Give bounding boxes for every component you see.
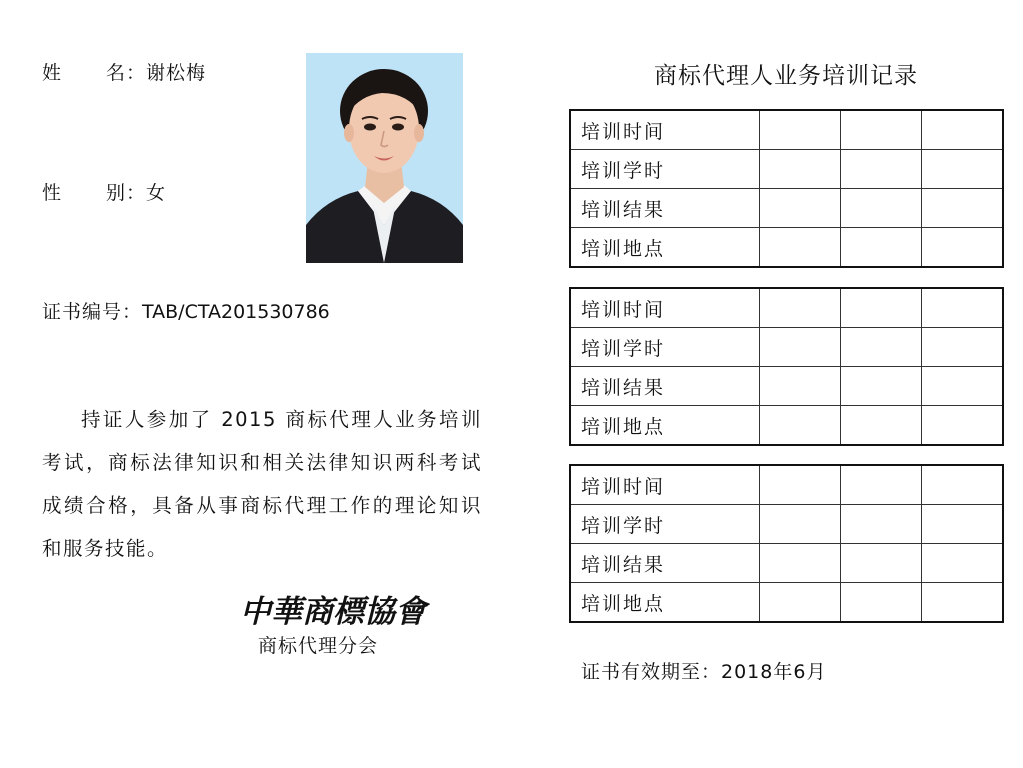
table-cell	[841, 544, 922, 583]
row-label: 培训时间	[570, 110, 760, 150]
table-row	[570, 150, 1003, 189]
table-row	[570, 328, 1003, 367]
training-record-table-1	[569, 109, 1004, 268]
table-cell	[760, 189, 841, 228]
table-row	[570, 367, 1003, 406]
table-cell	[760, 228, 841, 268]
table-cell	[760, 406, 841, 446]
validity-date: 证书有效期至：2018年6月	[581, 661, 827, 683]
row-label: 培训时间	[570, 288, 760, 328]
gender-value: 女	[146, 182, 167, 204]
table-cell	[760, 328, 841, 367]
table-cell	[841, 189, 922, 228]
table-row	[570, 189, 1003, 228]
row-label: 培训地点	[570, 406, 760, 446]
table-cell	[760, 505, 841, 544]
issuer-branch: 商标代理分会	[258, 635, 379, 657]
cert-number-label: 证书编号：	[42, 301, 143, 323]
table-row	[570, 505, 1003, 544]
table-cell	[760, 288, 841, 328]
table-row	[570, 544, 1003, 583]
table-cell	[922, 110, 1004, 150]
table-cell	[841, 228, 922, 268]
table-cell	[922, 150, 1004, 189]
table-row	[570, 406, 1003, 446]
table-cell	[922, 505, 1004, 544]
table-cell	[922, 583, 1004, 623]
row-label: 培训学时	[570, 328, 760, 367]
table-cell	[922, 465, 1004, 505]
name-row	[42, 58, 206, 85]
cert-number-row	[42, 297, 330, 324]
table-cell	[760, 150, 841, 189]
row-label: 培训学时	[570, 505, 760, 544]
table-cell	[922, 406, 1004, 446]
table-cell	[922, 228, 1004, 268]
table-cell	[922, 544, 1004, 583]
name-label-a: 姓	[42, 62, 63, 84]
row-label: 培训地点	[570, 583, 760, 623]
portrait-image	[306, 53, 463, 263]
table-row	[570, 583, 1003, 623]
cert-number-value: TAB/CTA201530786	[142, 301, 330, 323]
table-cell	[922, 367, 1004, 406]
table-cell	[922, 288, 1004, 328]
table-cell	[841, 583, 922, 623]
gender-label-b: 别：	[106, 182, 147, 204]
table-cell	[841, 288, 922, 328]
row-label: 培训时间	[570, 465, 760, 505]
gender-label-a: 性	[42, 182, 63, 204]
table-cell	[760, 583, 841, 623]
row-label: 培训结果	[570, 189, 760, 228]
table-cell	[760, 110, 841, 150]
row-label: 培训地点	[570, 228, 760, 268]
row-label: 培训结果	[570, 367, 760, 406]
table-row	[570, 288, 1003, 328]
table-cell	[760, 465, 841, 505]
training-record-table-2	[569, 287, 1004, 446]
name-value: 谢松梅	[146, 62, 207, 84]
table-row	[570, 110, 1003, 150]
table-cell	[841, 110, 922, 150]
table-cell	[922, 189, 1004, 228]
row-label: 培训结果	[570, 544, 760, 583]
table-cell	[841, 367, 922, 406]
table-cell	[841, 328, 922, 367]
table-row	[570, 228, 1003, 268]
training-record-table-3	[569, 464, 1004, 623]
table-cell	[922, 328, 1004, 367]
table-cell	[841, 465, 922, 505]
holder-photo	[306, 53, 463, 263]
table-row	[570, 465, 1003, 505]
statement-paragraph: 持证人参加了 2015 商标代理人业务培训考试，商标法律知识和相关法律知识两科考试成绩合格，具备从事商标代理工作的理论知识和服务技能。	[42, 408, 482, 560]
gender-row	[42, 178, 166, 205]
table-cell	[841, 406, 922, 446]
table-cell	[841, 505, 922, 544]
training-record-title: 商标代理人业务培训记录	[654, 63, 918, 89]
name-label-b: 名：	[106, 62, 147, 84]
table-cell	[841, 150, 922, 189]
table-cell	[760, 544, 841, 583]
row-label: 培训学时	[570, 150, 760, 189]
table-cell	[760, 367, 841, 406]
issuer-calligraphy: 中華商標協會	[240, 594, 426, 630]
